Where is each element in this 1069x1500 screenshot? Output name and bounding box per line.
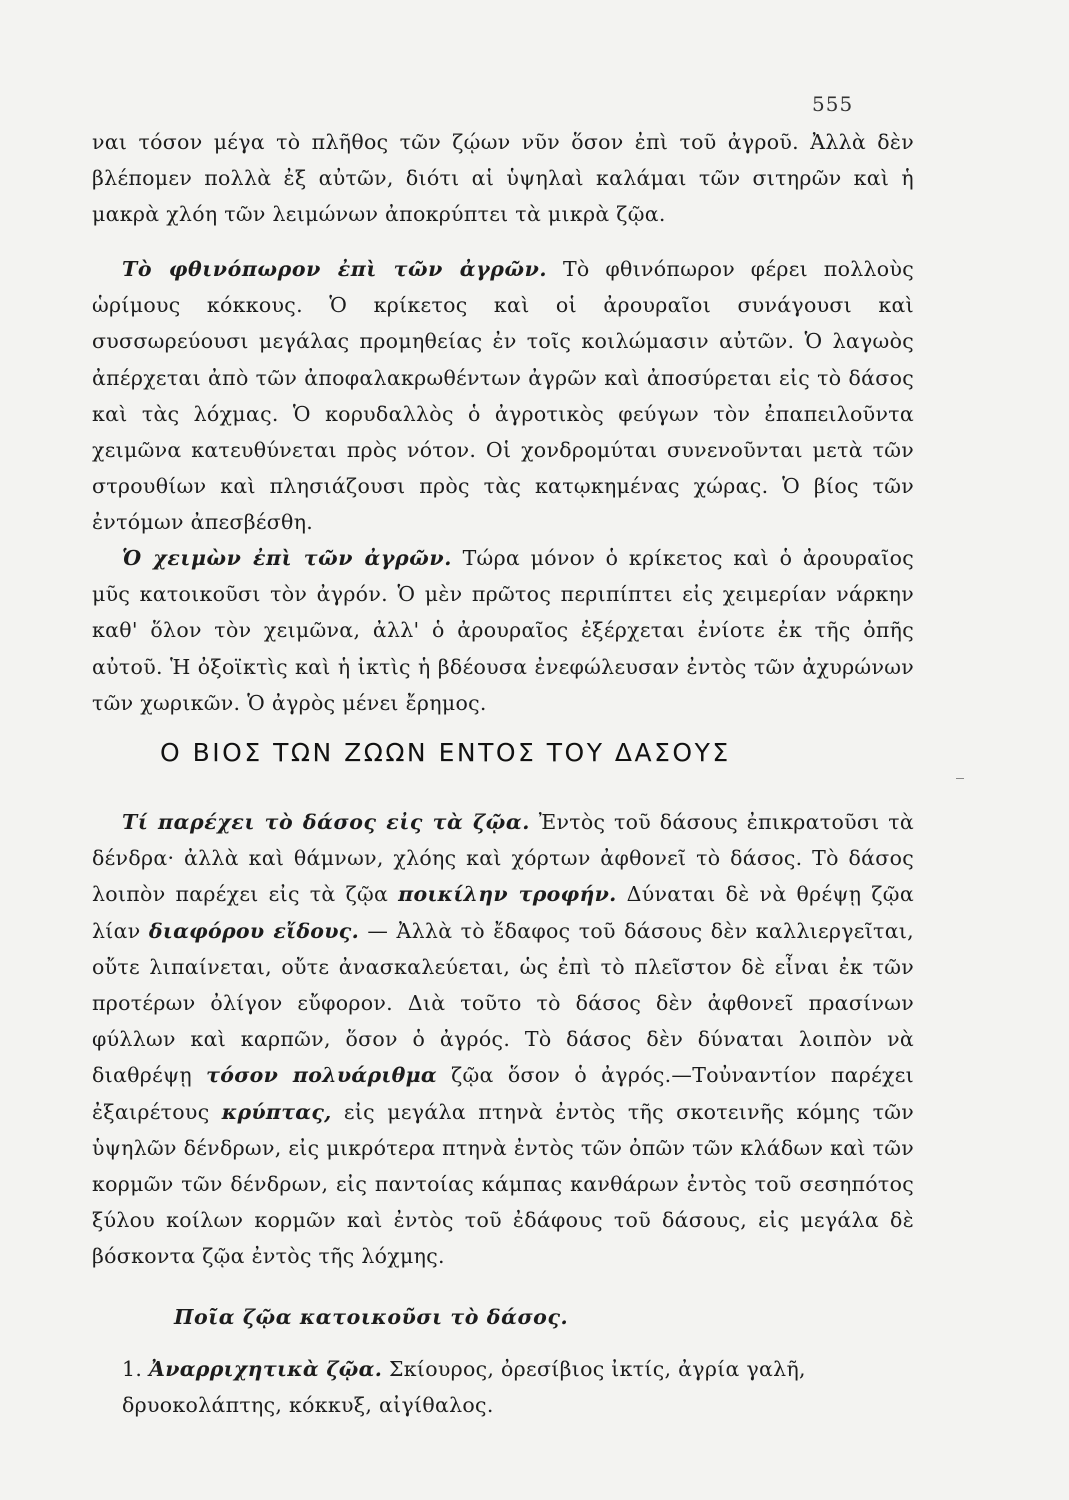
forest-text-5: εἰς μεγάλα πτηνὰ ἐντὸς τῆς σκοτεινῆς κόμης τῶν ὑψηλῶν δένδρων, εἰς μικρότερα πτηνὰ ἐντὸς τῶν ὀπῶν τῶν κλάδων καὶ τῶν κορμῶν τῶν δένδρων, εἰς παντοίας κάμπας κανθάρων ἐντὸς τοῦ σεσηπότος ξύλου κοίλων κορμῶν καὶ ἐντὸς τοῦ ἐδάφους τοῦ δάσους, εἰς μεγάλα δὲ βόσκοντα ζῷα ἐντὸς τῆς λόχμης. — [92, 1099, 914, 1269]
page-number: 555 — [812, 92, 854, 116]
autumn-lead: Τὸ φθινόπωρον ἐπὶ τῶν ἀγρῶν. — [122, 257, 548, 281]
autumn-text: Τὸ φθινόπωρον φέρει πολλοὺς ὡρίμους κόκκους. Ὁ κρίκετος καὶ οἱ ἀρουραῖοι συνάγουσι καὶ συσσωρεύουσι μεγάλας προμηθείας ἐν τοῖς κοιλώμασιν αὐτῶν. Ὁ λαγωὸς ἀπέρχεται ἀπὸ τῶν ἀποφαλακρωθέντων ἀγρῶν καὶ ἀποσύρεται εἰς τὸ δάσος καὶ τὰς λόχμας. Ὁ κορυδαλλὸς ὁ ἀγροτικὸς φεύγων τὸν ἐπαπειλοῦντα χειμῶνα κατευθύνεται πρὸς νότον. Οἱ χονδρομύται συνενοῦνται μετὰ τῶν στρουθίων καὶ πλησιάζουσι πρὸς τὰς κατῳκημένας χώρας. Ὁ βίος τῶν ἐντόμων ἀπεσβέσθη. — [92, 257, 914, 535]
forest-emphasis-3: τόσον πολυάριθμα — [206, 1063, 437, 1088]
subheading: Ποῖα ζῷα κατοικοῦσι τὸ δάσος. — [174, 1305, 569, 1329]
divider — [956, 778, 964, 779]
section-title: Ο ΒΙΟΣ ΤΩΝ ΖΩΩΝ ΕΝΤΟΣ ΤΟΥ ΔΑΣΟΥΣ — [160, 738, 731, 767]
list-item-lead: Ἀναρριχητικὰ ζῷα. — [149, 1357, 383, 1381]
forest-text-4: ζῷα ὅσον ὁ ἀγρός.—Τοὐναντίον παρέχει ἐξαιρέτους — [92, 1063, 914, 1124]
forest-text-3: — Ἀλλὰ τὸ ἔδαφος τοῦ δάσους δὲν καλλιεργεῖται, οὔτε λιπαίνεται, οὔτε ἀνασκαλεύεται, ὡς ἐπὶ τὸ πλεῖστον δὲ εἶναι ἐκ τῶν προτέρων ὀλίγον εὔφορον. Διὰ τοῦτο τὸ δάσος δὲν ἀφθονεῖ πρασίνων φύλλων καὶ καρπῶν, ὅσον ὁ ἀγρός. Τὸ δάσος δὲν δύναται λοιπὸν νὰ διαθρέψῃ — [92, 918, 914, 1088]
paragraph-forest — [92, 804, 914, 1275]
forest-emphasis-2: διαφόρου εἴδους. — [148, 918, 360, 943]
winter-lead: Ὁ χειμὼν ἐπὶ τῶν ἀγρῶν. — [122, 546, 452, 570]
forest-emphasis-1: ποικίλην τροφήν. — [398, 882, 617, 907]
paragraph-autumn — [92, 251, 914, 541]
list-item-text: Σκίουρος, ὀρεσίβιος ἰκτίς, ἀγρία γαλῆ, δρυοκολάπτης, κόκκυξ, αἰγίθαλος. — [122, 1357, 806, 1418]
list-item-number: 1. — [122, 1357, 143, 1381]
winter-text: Τώρα μόνον ὁ κρίκετος καὶ ὁ ἀρουραῖος μῦς κατοικοῦσι τὸν ἀγρόν. Ὁ μὲν πρῶτος περιπίπτει εἰς χειμερίαν νάρκην καθ' ὅλον τὸν χειμῶνα, ἀλλ' ὁ ἀρουραῖος ἐξέρχεται ἐνίοτε ἐκ τῆς ὀπῆς αὐτοῦ. Ἡ ὀξοϊκτὶς καὶ ἡ ἰκτὶς ἡ βδέουσα ἐνεφώλευσαν ἐντὸς τῶν ἀχυρώνων τῶν χωρικῶν. Ὁ ἀγρὸς μένει ἔρημος. — [92, 546, 914, 715]
forest-emphasis-4: κρύπτας, — [221, 1099, 332, 1124]
list-item — [122, 1351, 922, 1423]
forest-text-2: Δύναται δὲ νὰ θρέψῃ ζῷα λίαν — [92, 882, 914, 943]
forest-lead: Τί παρέχει τὸ δάσος εἰς τὰ ζῷα. — [122, 810, 530, 834]
paragraph-opening: ναι τόσον μέγα τὸ πλῆθος τῶν ζῴων νῦν ὅσον ἐπὶ τοῦ ἀγροῦ. Ἀλλὰ δὲν βλέπομεν πολλὰ ἐξ αὐτῶν, διότι αἱ ὑψηλαὶ καλάμαι τῶν σιτηρῶν καὶ ἡ μακρὰ χλόη τῶν λειμώνων ἀποκρύπτει τὰ μικρὰ ζῷα. — [92, 130, 914, 227]
forest-text-1: Ἐντὸς τοῦ δάσους ἐπικρατοῦσι τὰ δένδρα· ἀλλὰ καὶ θάμνων, χλόης καὶ χόρτων ἀφθονεῖ τὸ δάσος. Τὸ δάσος λοιπὸν παρέχει εἰς τὰ ζῷα — [92, 810, 914, 907]
paragraph-winter — [92, 540, 914, 721]
